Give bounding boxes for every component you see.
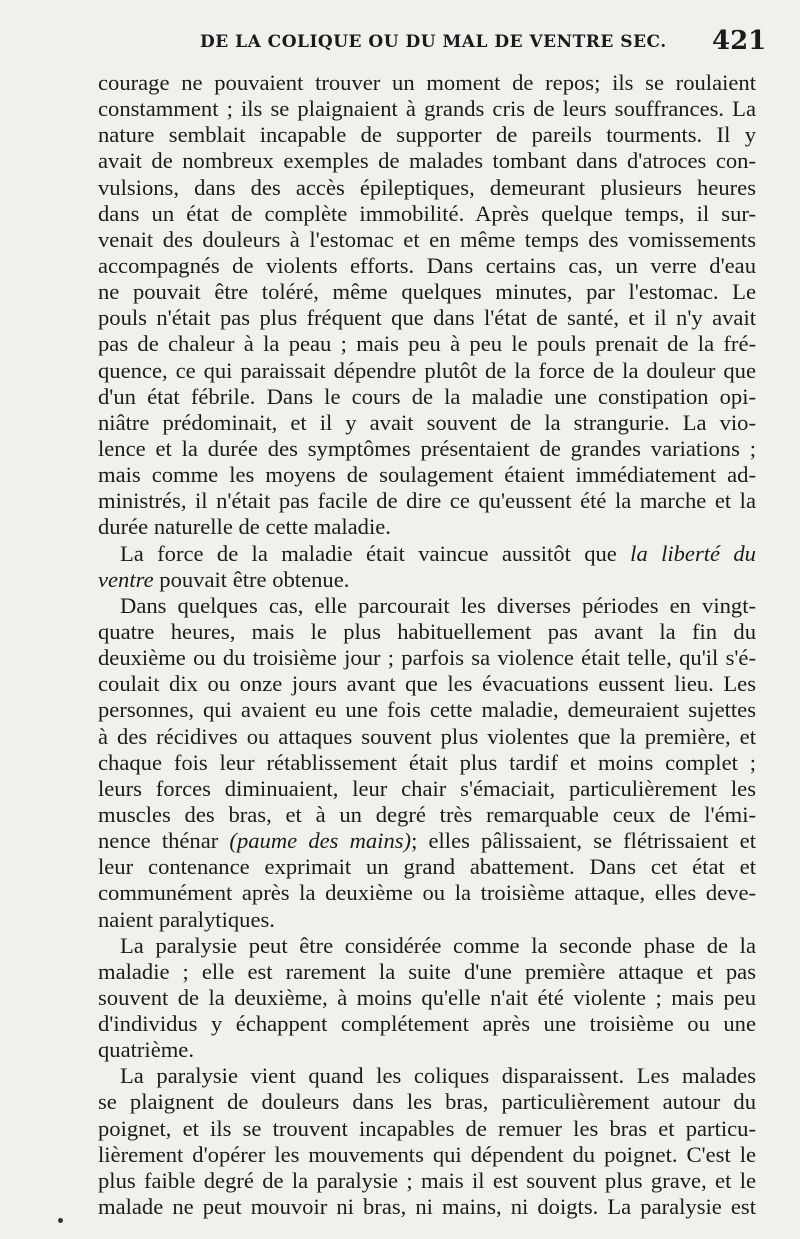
- ink-spot: [58, 1218, 63, 1223]
- text-line: souvent de la deuxième, à moins qu'elle n'ait été violente ; mais peu: [98, 984, 756, 1010]
- text-line: niâtre prédominait, et il y avait souvent de la strangurie. La vio-: [98, 409, 756, 435]
- text-line: vulsions, dans des accès épileptiques, demeurant plusieurs heures: [98, 174, 756, 200]
- text-line: constamment ; ils se plaignaient à grands cris de leurs souffrances. La: [98, 96, 756, 122]
- text-line: Dans quelques cas, elle parcourait les diverses périodes en vingt-: [120, 592, 756, 618]
- text-span: La force de la maladie était vaincue aussitôt que: [120, 540, 617, 566]
- page-number: 421: [712, 26, 767, 56]
- text-line: lence et la durée des symptômes présentaient de grandes variations ;: [98, 435, 756, 461]
- text-line: durée naturelle de cette maladie.: [98, 514, 391, 540]
- italic-span: (paume des mains): [229, 828, 412, 854]
- text-line: La paralysie vient quand les coliques disparaissent. Les malades: [120, 1063, 756, 1089]
- text-line: pas de chaleur à la peau ; mais peu à peu le pouls prenait de la fré-: [98, 331, 756, 357]
- text-line: venait des douleurs à l'estomac et en même temps des vomissements: [98, 226, 756, 252]
- text-line: se plaignent de douleurs dans les bras, particulièrement autour du: [98, 1089, 756, 1115]
- running-head: DE LA COLIQUE OU DU MAL DE VENTRE SEC.: [200, 32, 667, 52]
- text-span: pouvait être obtenue.: [159, 566, 350, 592]
- text-line: quatre heures, mais le plus habituellement pas avant la fin du: [98, 618, 756, 644]
- text-line: nature semblait incapable de supporter de pareils tourments. Il y: [98, 122, 756, 148]
- italic-span: la liberté du: [630, 540, 756, 566]
- text-line: mais comme les moyens de soulagement étaient immédiatement ad-: [98, 462, 756, 488]
- text-line: quence, ce qui paraissait dépendre plutôt de la force de la douleur que: [98, 357, 756, 383]
- text-line: chaque fois leur rétablissement était plus tardif et moins complet ;: [98, 749, 756, 775]
- text-line: maladie ; elle est rarement la suite d'une première attaque et pas: [98, 958, 756, 984]
- text-line: naient paralytiques.: [98, 906, 275, 932]
- text-line: coulait dix ou onze jours avant que les évacuations eussent lieu. Les: [98, 671, 756, 697]
- text-span: ; elles pâlissaient, se flétrissaient et: [411, 828, 756, 854]
- text-line: communément après la deuxième ou la troisième attaque, elles deve-: [98, 880, 756, 906]
- text-line: accompagnés de violents efforts. Dans certains cas, un verre d'eau: [98, 252, 756, 278]
- text-line: courage ne pouvaient trouver un moment de repos; ils se roulaient: [98, 70, 756, 95]
- text-span: nence thénar: [98, 828, 219, 854]
- text-line: ministrés, il n'était pas facile de dire ce qu'eussent été la marche et la: [98, 488, 756, 514]
- text-line: muscles des bras, et à un degré très remarquable ceux de l'émi-: [98, 801, 756, 827]
- text-line: pouls n'était pas plus fréquent que dans l'état de santé, et il n'y avait: [98, 305, 756, 331]
- text-line: à des récidives ou attaques souvent plus violentes que la première, et: [98, 723, 756, 749]
- text-line: La paralysie peut être considérée comme la seconde phase de la: [120, 932, 756, 958]
- text-line: ne pouvait être toléré, même quelques minutes, par l'estomac. Le: [98, 279, 756, 305]
- text-line: leur contenance exprimait un grand abattement. Dans cet état et: [98, 854, 756, 880]
- body-text: [98, 70, 756, 1220]
- text-line: lièrement d'opérer les mouvements qui dépendent du poignet. C'est le: [98, 1141, 756, 1167]
- text-line: dans un état de complète immobilité. Après quelque temps, il sur-: [98, 200, 756, 226]
- text-line: [98, 541, 756, 567]
- text-line: avait de nombreux exemples de malades tombant dans d'atroces con-: [98, 148, 756, 174]
- text-line: deuxième ou du troisième jour ; parfois sa violence était telle, qu'il s'é-: [98, 645, 756, 671]
- text-line: malade ne peut mouvoir ni bras, ni mains, ni doigts. La paralysie est: [98, 1194, 756, 1220]
- text-line: [98, 567, 756, 593]
- text-line: leurs forces diminuaient, leur chair s'émaciait, particulièrement les: [98, 775, 756, 801]
- text-line: d'un état fébrile. Dans le cours de la maladie une constipation opi-: [98, 383, 756, 409]
- text-line: quatrième.: [98, 1037, 194, 1063]
- text-line: personnes, qui avaient eu une fois cette maladie, demeuraient sujettes: [98, 697, 756, 723]
- text-line: plus faible degré de la paralysie ; mais il est souvent plus grave, et le: [98, 1167, 756, 1193]
- text-line: d'individus y échappent complétement après une troisième ou une: [98, 1011, 756, 1037]
- italic-span: ventre: [98, 566, 154, 592]
- text-line: [98, 828, 756, 854]
- text-line: poignet, et ils se trouvent incapables de remuer les bras et particu-: [98, 1115, 756, 1141]
